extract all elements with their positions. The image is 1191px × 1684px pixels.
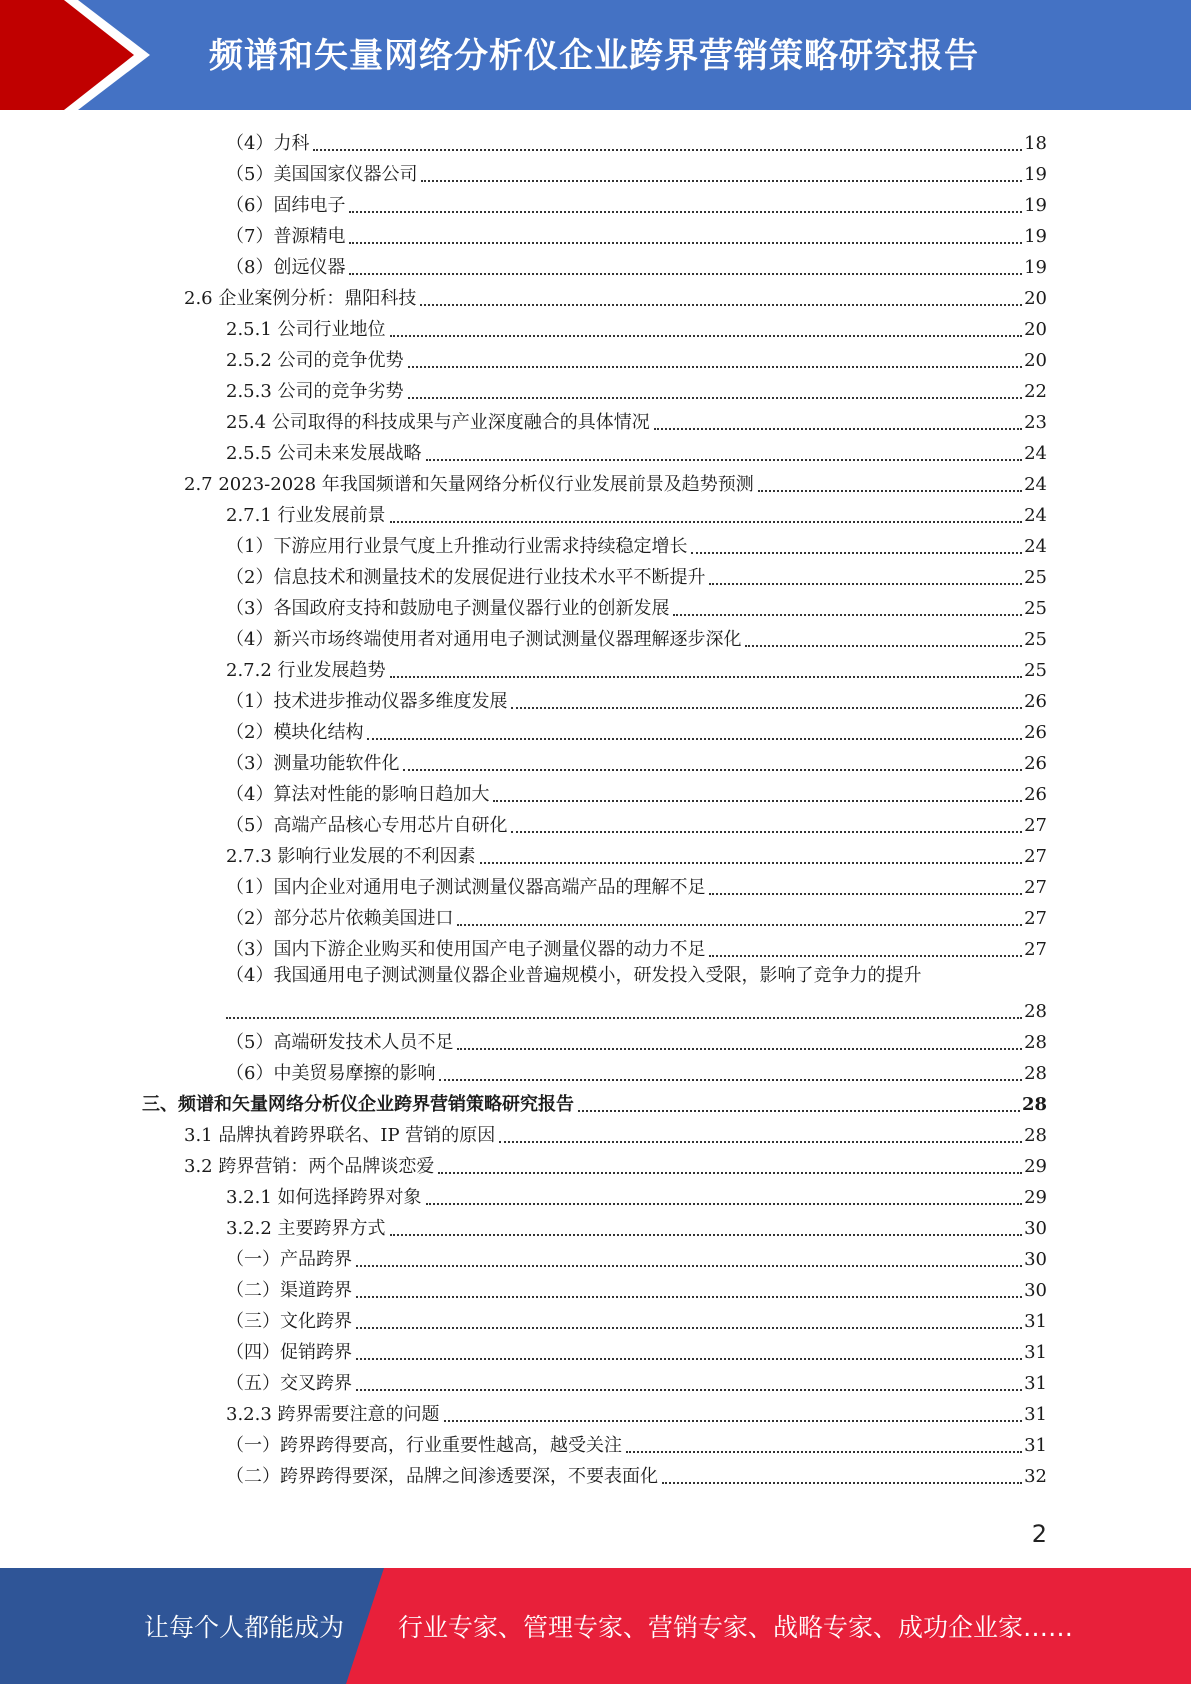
toc-entry-title: 2.5.1 公司行业地位	[226, 319, 386, 340]
toc-entry[interactable]	[226, 963, 1047, 1025]
toc-dot-leader	[691, 552, 1022, 554]
toc-dot-leader	[758, 490, 1022, 492]
toc-entry-title: （一）产品跨界	[226, 1249, 352, 1270]
toc-entry[interactable]	[226, 1025, 1047, 1056]
toc-entry[interactable]	[226, 715, 1047, 746]
toc-entry[interactable]	[226, 1211, 1047, 1242]
toc-dot-leader	[356, 1265, 1022, 1267]
toc-entry-title: 2.7.3 影响行业发展的不利因素	[226, 846, 476, 867]
toc-entry-page: 25	[1024, 660, 1047, 681]
toc-entry[interactable]	[226, 808, 1047, 839]
toc-dot-leader	[457, 1048, 1022, 1050]
toc-dot-leader	[390, 1234, 1023, 1236]
toc-entry-page: 31	[1024, 1373, 1047, 1394]
page-number: 2	[1031, 1520, 1047, 1548]
toc-entry-title: 2.7.2 行业发展趋势	[226, 660, 386, 681]
toc-entry-title: （6）固纬电子	[226, 195, 346, 216]
toc-dot-leader	[438, 1172, 1022, 1174]
toc-entry-page: 31	[1024, 1311, 1047, 1332]
toc-entry[interactable]	[226, 1242, 1047, 1273]
toc-entry[interactable]	[226, 1056, 1047, 1087]
toc-entry-page: 24	[1024, 474, 1047, 495]
toc-dot-leader	[420, 304, 1022, 306]
toc-entry-title: 三、频谱和矢量网络分析仪企业跨界营销策略研究报告	[142, 1094, 574, 1115]
toc-entry-page: 29	[1024, 1187, 1047, 1208]
toc-entry-page: 30	[1024, 1280, 1047, 1301]
toc-entry-page: 31	[1024, 1404, 1047, 1425]
toc-entry-title: （二）渠道跨界	[226, 1280, 352, 1301]
toc-entry[interactable]	[226, 777, 1047, 808]
toc-entry[interactable]	[226, 901, 1047, 932]
toc-entry-title: 2.5.3 公司的竞争劣势	[226, 381, 404, 402]
toc-dot-leader	[654, 428, 1022, 430]
toc-entry[interactable]	[226, 653, 1047, 684]
toc-dot-leader	[444, 1420, 1023, 1422]
toc-entry-page: 20	[1024, 288, 1047, 309]
toc-entry-page: 24	[1024, 505, 1047, 526]
toc-dot-leader	[356, 1327, 1022, 1329]
toc-entry[interactable]	[184, 281, 1047, 312]
toc-dot-leader	[349, 242, 1022, 244]
toc-entry[interactable]	[226, 405, 1047, 436]
toc-entry[interactable]	[226, 374, 1047, 405]
toc-entry-title: （7）普源精电	[226, 226, 346, 247]
toc-dot-leader	[709, 893, 1022, 895]
toc-entry[interactable]	[226, 343, 1047, 374]
toc-entry-title: （5）高端产品核心专用芯片自研化	[226, 815, 508, 836]
toc-entry[interactable]	[184, 1149, 1047, 1180]
toc-entry-title: （5）高端研发技术人员不足	[226, 1032, 454, 1053]
toc-entry[interactable]	[226, 1459, 1047, 1490]
toc-entry-page: 28	[1021, 1094, 1047, 1115]
toc-entry[interactable]	[226, 188, 1047, 219]
toc-entry-page: 28	[1024, 1001, 1047, 1022]
toc-entry-title: （三）文化跨界	[226, 1311, 352, 1332]
toc-entry-page: 27	[1024, 908, 1047, 929]
toc-entry-page: 29	[1024, 1156, 1047, 1177]
toc-entry-title: （5）美国国家仪器公司	[226, 164, 418, 185]
toc-entry-title: （一）跨界跨得要高，行业重要性越高，越受关注	[226, 1435, 622, 1456]
toc-dot-leader	[745, 645, 1022, 647]
toc-entry-page: 25	[1024, 567, 1047, 588]
toc-entry-page: 28	[1024, 1125, 1047, 1146]
toc-entry-title: 3.2.3 跨界需要注意的问题	[226, 1404, 440, 1425]
toc-entry-title: 3.2.2 主要跨界方式	[226, 1218, 386, 1239]
toc-entry-title: （二）跨界跨得要深，品牌之间渗透要深，不要表面化	[226, 1466, 658, 1487]
toc-entry-page: 31	[1024, 1435, 1047, 1456]
toc-entry[interactable]	[184, 467, 1047, 498]
toc-dot-leader	[390, 335, 1023, 337]
toc-dot-leader	[426, 1203, 1023, 1205]
toc-dot-leader	[578, 1110, 1020, 1112]
toc-dot-leader	[709, 583, 1022, 585]
toc-entry[interactable]	[226, 1335, 1047, 1366]
toc-entry-title: （6）中美贸易摩擦的影响	[226, 1063, 436, 1084]
page-header	[0, 0, 1191, 110]
toc-dot-leader	[349, 273, 1022, 275]
toc-dot-leader	[367, 738, 1022, 740]
toc-entry-page: 24	[1024, 443, 1047, 464]
toc-entry[interactable]	[226, 591, 1047, 622]
toc-entry-page: 22	[1024, 381, 1047, 402]
toc-dot-leader	[499, 1141, 1022, 1143]
toc-dot-leader	[662, 1482, 1022, 1484]
toc-entry-title: （4）力科	[226, 133, 310, 154]
toc-entry[interactable]	[226, 157, 1047, 188]
toc-entry-page: 19	[1024, 195, 1047, 216]
toc-entry-page: 26	[1024, 722, 1047, 743]
footer-slogan-right: 行业专家、管理专家、营销专家、战略专家、成功企业家……	[398, 1613, 1074, 1642]
toc-entry-page: 19	[1024, 257, 1047, 278]
toc-entry-page: 30	[1024, 1249, 1047, 1270]
toc-dot-leader	[426, 459, 1023, 461]
toc-entry[interactable]	[226, 1180, 1047, 1211]
toc-entry-page: 27	[1024, 846, 1047, 867]
toc-entry[interactable]	[184, 1118, 1047, 1149]
toc-dot-leader	[511, 707, 1022, 709]
toc-entry-title: 25.4 公司取得的科技成果与产业深度融合的具体情况	[226, 412, 650, 433]
toc-entry[interactable]	[226, 560, 1047, 591]
toc-entry[interactable]	[226, 219, 1047, 250]
page-footer	[0, 1568, 1191, 1684]
toc-entry-page: 27	[1024, 815, 1047, 836]
toc-entry-title: 2.7.1 行业发展前景	[226, 505, 386, 526]
toc-dot-leader	[480, 862, 1023, 864]
toc-dot-leader	[390, 521, 1023, 523]
toc-entry-title: （2）部分芯片依赖美国进口	[226, 908, 454, 929]
toc-dot-leader	[356, 1296, 1022, 1298]
toc-entry[interactable]	[226, 1428, 1047, 1459]
toc-dot-leader	[356, 1389, 1022, 1391]
toc-entry-title: 2.5.2 公司的竞争优势	[226, 350, 404, 371]
toc-entry-title: （1）下游应用行业景气度上升推动行业需求持续稳定增长	[226, 536, 688, 557]
toc-entry-title: （4）算法对性能的影响日趋加大	[226, 784, 490, 805]
toc-entry[interactable]	[226, 839, 1047, 870]
toc-entry-title: 3.2 跨界营销：两个品牌谈恋爱	[184, 1156, 435, 1177]
toc-dot-leader	[313, 149, 1022, 151]
toc-entry-page: 28	[1024, 1063, 1047, 1084]
toc-entry-title: （1）国内企业对通用电子测试测量仪器高端产品的理解不足	[226, 877, 706, 898]
toc-dot-leader	[349, 211, 1022, 213]
toc-entry-page: 25	[1024, 598, 1047, 619]
toc-entry-page: 18	[1024, 133, 1047, 154]
toc-entry-title: 3.2.1 如何选择跨界对象	[226, 1187, 422, 1208]
toc-entry-page: 32	[1024, 1466, 1047, 1487]
toc-entry-title: （4）我国通用电子测试测量仪器企业普遍规模小，研发投入受限，影响了竞争力的提升	[226, 965, 922, 986]
toc-entry-page: 27	[1024, 939, 1047, 960]
toc-entry-page: 20	[1024, 319, 1047, 340]
toc-entry-title: 2.6 企业案例分析：鼎阳科技	[184, 288, 417, 309]
toc-entry-title: （四）促销跨界	[226, 1342, 352, 1363]
toc-dot-leader	[408, 366, 1023, 368]
toc-entry-title: （3）测量功能软件化	[226, 753, 400, 774]
toc-dot-leader	[673, 614, 1022, 616]
toc-entry-page: 20	[1024, 350, 1047, 371]
toc-entry[interactable]	[226, 498, 1047, 529]
toc-entry[interactable]	[226, 529, 1047, 560]
toc-entry-title: （8）创远仪器	[226, 257, 346, 278]
toc-dot-leader	[626, 1451, 1022, 1453]
toc-entry-title: （2）模块化结构	[226, 722, 364, 743]
toc-entry-page: 24	[1024, 536, 1047, 557]
toc-entry-title: （五）交叉跨界	[226, 1373, 352, 1394]
toc-entry-title: 3.1 品牌执着跨界联名、IP 营销的原因	[184, 1125, 496, 1146]
toc-entry[interactable]	[226, 932, 1047, 963]
toc-entry[interactable]	[226, 622, 1047, 653]
toc-entry[interactable]	[142, 1087, 1047, 1118]
toc-entry[interactable]	[226, 870, 1047, 901]
toc-entry-title: （3）各国政府支持和鼓励电子测量仪器行业的创新发展	[226, 598, 670, 619]
toc-entry-title: 2.5.5 公司未来发展战略	[226, 443, 422, 464]
toc-entry[interactable]	[226, 312, 1047, 343]
toc-entry-page: 26	[1024, 753, 1047, 774]
toc-entry-title: （2）信息技术和测量技术的发展促进行业技术水平不断提升	[226, 567, 706, 588]
toc-entry-page: 26	[1024, 691, 1047, 712]
toc-entry[interactable]	[226, 1397, 1047, 1428]
toc-entry-page: 19	[1024, 164, 1047, 185]
toc-dot-leader	[493, 800, 1022, 802]
footer-slogan-left: 让每个人都能成为	[144, 1613, 345, 1642]
toc-entry[interactable]	[226, 684, 1047, 715]
toc-dot-leader	[403, 769, 1022, 771]
toc-dot-leader	[511, 831, 1022, 833]
toc-entry-page: 27	[1024, 877, 1047, 898]
toc-dot-leader	[408, 397, 1023, 399]
toc-entry-page: 25	[1024, 629, 1047, 650]
toc-entry-continuation	[226, 994, 1047, 1025]
toc-entry-title: （3）国内下游企业购买和使用国产电子测量仪器的动力不足	[226, 939, 706, 960]
toc-dot-leader	[356, 1358, 1022, 1360]
toc-entry[interactable]	[226, 250, 1047, 281]
toc-dot-leader	[457, 924, 1022, 926]
toc-dot-leader	[226, 1017, 1022, 1019]
toc-entry[interactable]	[226, 1366, 1047, 1397]
toc-entry-page: 30	[1024, 1218, 1047, 1239]
toc-entry[interactable]	[226, 126, 1047, 157]
toc-entry-page: 23	[1024, 412, 1047, 433]
toc-entry-title: 2.7 2023-2028 年我国频谱和矢量网络分析仪行业发展前景及趋势预测	[184, 474, 754, 495]
toc-dot-leader	[439, 1079, 1022, 1081]
toc-entry-page: 26	[1024, 784, 1047, 805]
toc-entry-page: 28	[1024, 1032, 1047, 1053]
toc-dot-leader	[390, 676, 1023, 678]
report-title: 频谱和矢量网络分析仪企业跨界营销策略研究报告	[209, 36, 979, 76]
toc-entry[interactable]	[226, 1304, 1047, 1335]
toc-entry[interactable]	[226, 746, 1047, 777]
toc-dot-leader	[421, 180, 1022, 182]
toc-entry-page: 31	[1024, 1342, 1047, 1363]
toc-entry[interactable]	[226, 1273, 1047, 1304]
toc-entry-title: （4）新兴市场终端使用者对通用电子测试测量仪器理解逐步深化	[226, 629, 742, 650]
toc-dot-leader	[709, 955, 1022, 957]
toc-entry[interactable]	[226, 436, 1047, 467]
toc-entry-page: 19	[1024, 226, 1047, 247]
toc-entry-title: （1）技术进步推动仪器多维度发展	[226, 691, 508, 712]
